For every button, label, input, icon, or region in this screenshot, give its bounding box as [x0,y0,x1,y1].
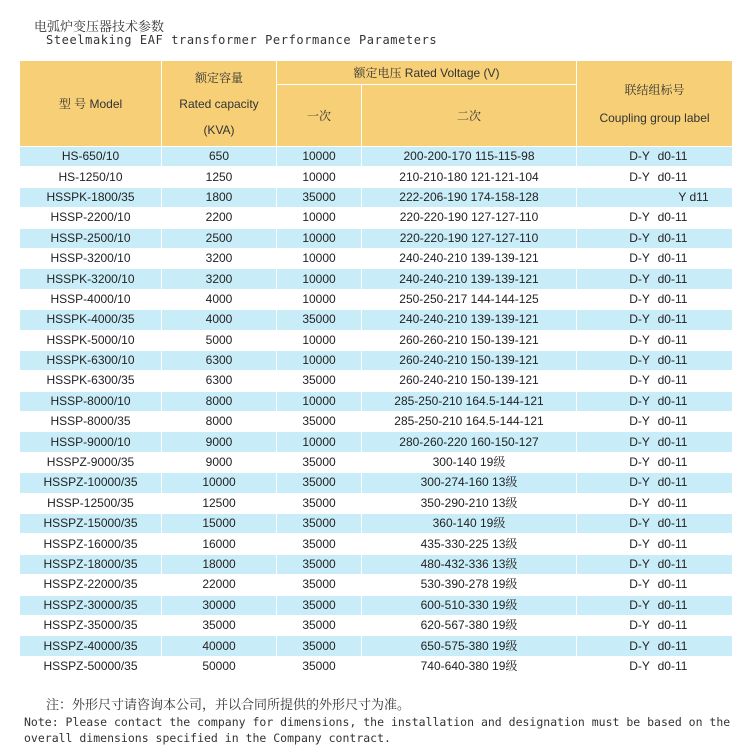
coupling-primary: D-Y [629,475,650,490]
header-coupling-cn: 联结组标号 [624,82,685,97]
header-capacity-cn: 额定容量 [194,70,243,85]
cell-model: HSSPZ-30000/35 [20,595,162,615]
coupling-secondary: Y d11 [678,189,709,204]
parameters-table [19,60,733,677]
coupling-primary: D-Y [629,332,650,347]
footnote-en: Note: Please contact the company for dimensions, the installation and designation must be based on the overall dimensions specified in the Company contract. [24,715,731,745]
cell-primary-voltage: 35000 [277,534,362,554]
cell-capacity: 30000 [162,595,277,615]
table-row [20,248,733,268]
cell-capacity: 2500 [162,228,277,248]
cell-model: HSSPZ-16000/35 [20,534,162,554]
cell-capacity: 2200 [162,208,277,228]
table-row [20,350,733,370]
coupling-secondary: d0-11 [657,638,688,653]
table-row [20,534,733,554]
cell-primary-voltage: 10000 [277,167,362,187]
table-row [20,493,733,513]
cell-capacity: 3200 [162,269,277,289]
table-row [20,636,733,656]
cell-coupling [577,228,733,248]
cell-secondary-voltage: 260-260-210 150-139-121 [362,330,577,350]
cell-coupling [577,473,733,493]
cell-model: HSSPZ-22000/35 [20,575,162,595]
cell-model: HSSPK-3200/10 [20,269,162,289]
cell-secondary-voltage: 740-640-380 19级 [362,656,577,676]
cell-secondary-voltage: 280-260-220 160-150-127 [362,432,577,452]
cell-model: HSSP-4000/10 [20,289,162,309]
cell-secondary-voltage: 210-210-180 121-121-104 [362,167,577,187]
cell-capacity: 9000 [162,432,277,452]
cell-capacity: 1800 [162,187,277,207]
table-row [20,575,733,595]
cell-secondary-voltage: 285-250-210 164.5-144-121 [362,412,577,432]
cell-secondary-voltage: 620-567-380 19级 [362,615,577,635]
coupling-secondary: d0-11 [657,495,688,510]
table-body [20,147,733,677]
cell-coupling [577,350,733,370]
cell-coupling [577,187,733,207]
cell-secondary-voltage: 240-240-210 139-139-121 [362,310,577,330]
cell-secondary-voltage: 350-290-210 13级 [362,493,577,513]
table-row [20,167,733,187]
cell-secondary-voltage: 260-240-210 150-139-121 [362,371,577,391]
cell-coupling [577,289,733,309]
table-row [20,595,733,615]
coupling-secondary: d0-11 [657,169,688,184]
coupling-secondary: d0-11 [657,251,688,266]
cell-secondary-voltage: 600-510-330 19级 [362,595,577,615]
cell-coupling [577,514,733,534]
coupling-primary: D-Y [629,557,650,571]
table-row [20,269,733,289]
cell-primary-voltage: 35000 [277,514,362,534]
cell-model: HSSPK-1800/35 [20,187,162,207]
cell-primary-voltage: 35000 [277,636,362,656]
cell-secondary-voltage: 260-240-210 150-139-121 [362,350,577,370]
cell-coupling [577,656,733,676]
cell-secondary-voltage: 222-206-190 174-158-128 [362,187,577,207]
cell-model: HSSPZ-18000/35 [20,554,162,574]
coupling-secondary: d0-11 [657,577,688,592]
cell-primary-voltage: 10000 [277,330,362,350]
cell-capacity: 650 [162,147,277,167]
coupling-primary: D-Y [629,577,650,592]
coupling-secondary: d0-11 [657,271,688,286]
coupling-primary: D-Y [629,251,650,266]
table-row [20,514,733,534]
cell-model: HSSP-2500/10 [20,228,162,248]
cell-coupling [577,412,733,432]
cell-coupling [577,310,733,330]
page-title-en: Steelmaking EAF transformer Performance Parameters [46,33,438,47]
cell-model: HSSP-8000/10 [20,391,162,411]
cell-model: HSSPZ-35000/35 [20,615,162,635]
coupling-primary: D-Y [629,597,650,612]
cell-primary-voltage: 35000 [277,554,362,574]
coupling-secondary: d0-11 [657,353,688,368]
coupling-secondary: d0-11 [657,149,688,164]
header-coupling [577,61,733,147]
header-model: 型 号 Model [20,61,162,147]
cell-coupling [577,371,733,391]
cell-coupling [577,534,733,554]
cell-model: HSSPZ-9000/35 [20,452,162,472]
cell-primary-voltage: 10000 [277,432,362,452]
coupling-primary: D-Y [629,414,650,429]
table-row [20,473,733,493]
cell-capacity: 6300 [162,350,277,370]
cell-model: HS-650/10 [20,147,162,167]
cell-model: HS-1250/10 [20,167,162,187]
coupling-secondary: d0-11 [657,393,688,408]
cell-model: HSSPZ-40000/35 [20,636,162,656]
cell-capacity: 8000 [162,391,277,411]
footnote-cn: 注：外形尺寸请咨询本公司，并以合同所提供的外形尺寸为准。 [46,698,411,713]
cell-primary-voltage: 35000 [277,310,362,330]
cell-model: HSSPK-6300/10 [20,350,162,370]
coupling-primary: D-Y [629,434,650,449]
cell-coupling [577,167,733,187]
cell-primary-voltage: 10000 [277,289,362,309]
cell-capacity: 5000 [162,330,277,350]
coupling-primary: D-Y [629,149,650,164]
coupling-primary: D-Y [629,210,650,225]
table-row [20,432,733,452]
coupling-secondary: d0-11 [657,557,688,571]
cell-model: HSSPZ-10000/35 [20,473,162,493]
header-voltage: 额定电压 Rated Voltage (V) [277,61,577,85]
cell-secondary-voltage: 285-250-210 164.5-144-121 [362,391,577,411]
cell-capacity: 10000 [162,473,277,493]
table-row [20,554,733,574]
table-row [20,187,733,207]
cell-capacity: 4000 [162,289,277,309]
table-row [20,412,733,432]
cell-primary-voltage: 35000 [277,473,362,493]
coupling-secondary: d0-11 [657,658,688,673]
coupling-primary: D-Y [629,169,650,184]
cell-capacity: 6300 [162,371,277,391]
cell-secondary-voltage: 240-240-210 139-139-121 [362,248,577,268]
coupling-primary: D-Y [629,353,650,368]
coupling-primary: D-Y [629,536,650,551]
cell-secondary-voltage: 360-140 19级 [362,514,577,534]
coupling-secondary: d0-11 [657,210,688,225]
table-row [20,452,733,472]
cell-primary-voltage: 10000 [277,269,362,289]
cell-capacity: 3200 [162,248,277,268]
coupling-primary: D-Y [629,495,650,510]
header-coupling-en: Coupling group label [599,110,710,125]
cell-primary-voltage: 10000 [277,248,362,268]
cell-model: HSSP-2200/10 [20,208,162,228]
coupling-secondary: d0-11 [657,475,688,490]
cell-primary-voltage: 35000 [277,452,362,472]
cell-coupling [577,575,733,595]
header-secondary: 二次 [362,85,577,147]
cell-primary-voltage: 35000 [277,371,362,391]
table-row [20,656,733,676]
cell-model: HSSPZ-15000/35 [20,514,162,534]
table-row [20,208,733,228]
coupling-secondary: d0-11 [657,516,688,531]
cell-capacity: 35000 [162,615,277,635]
cell-capacity: 16000 [162,534,277,554]
coupling-primary: D-Y [629,516,650,531]
cell-secondary-voltage: 480-432-336 13级 [362,554,577,574]
table-row [20,615,733,635]
cell-primary-voltage: 35000 [277,412,362,432]
table-row [20,147,733,167]
cell-coupling [577,636,733,656]
cell-primary-voltage: 10000 [277,147,362,167]
cell-coupling [577,208,733,228]
cell-secondary-voltage: 435-330-225 13级 [362,534,577,554]
header-primary: 一次 [277,85,362,147]
coupling-primary: D-Y [629,230,650,245]
coupling-secondary: d0-11 [657,618,688,633]
coupling-secondary: d0-11 [657,434,688,449]
cell-coupling [577,391,733,411]
cell-secondary-voltage: 530-390-278 19级 [362,575,577,595]
cell-model: HSSP-8000/35 [20,412,162,432]
coupling-primary: D-Y [629,271,650,286]
table-row [20,391,733,411]
cell-model: HSSP-9000/10 [20,432,162,452]
cell-secondary-voltage: 300-140 19级 [362,452,577,472]
cell-secondary-voltage: 200-200-170 115-115-98 [362,147,577,167]
coupling-primary: D-Y [629,455,650,470]
cell-secondary-voltage: 250-250-217 144-144-125 [362,289,577,309]
cell-capacity: 12500 [162,493,277,513]
cell-capacity: 15000 [162,514,277,534]
header-capacity [162,61,277,147]
cell-capacity: 4000 [162,310,277,330]
cell-primary-voltage: 10000 [277,208,362,228]
cell-secondary-voltage: 220-220-190 127-127-110 [362,228,577,248]
cell-model: HSSPK-6300/35 [20,371,162,391]
coupling-secondary: d0-11 [657,414,688,429]
coupling-secondary: d0-11 [657,373,688,388]
coupling-secondary: d0-11 [657,455,688,470]
coupling-primary: D-Y [629,638,650,653]
coupling-primary: D-Y [629,618,650,633]
cell-coupling [577,615,733,635]
cell-capacity: 22000 [162,575,277,595]
page-title-cn: 电弧炉变压器技术参数 [34,20,165,35]
coupling-secondary: d0-11 [657,312,688,327]
cell-primary-voltage: 10000 [277,391,362,411]
cell-capacity: 1250 [162,167,277,187]
cell-model: HSSP-3200/10 [20,248,162,268]
table-row [20,310,733,330]
coupling-primary: D-Y [629,658,650,673]
cell-primary-voltage: 35000 [277,493,362,513]
coupling-secondary: d0-11 [657,332,688,347]
cell-coupling [577,595,733,615]
cell-primary-voltage: 10000 [277,228,362,248]
cell-model: HSSP-12500/35 [20,493,162,513]
cell-coupling [577,432,733,452]
cell-coupling [577,269,733,289]
coupling-primary: D-Y [629,373,650,388]
header-capacity-unit: (KVA) [203,122,235,137]
cell-primary-voltage: 35000 [277,187,362,207]
table-row [20,289,733,309]
cell-primary-voltage: 35000 [277,656,362,676]
cell-primary-voltage: 35000 [277,615,362,635]
cell-coupling [577,330,733,350]
cell-coupling [577,493,733,513]
cell-secondary-voltage: 240-240-210 139-139-121 [362,269,577,289]
cell-capacity: 18000 [162,554,277,574]
cell-model: HSSPK-5000/10 [20,330,162,350]
table-row [20,371,733,391]
cell-secondary-voltage: 300-274-160 13级 [362,473,577,493]
cell-secondary-voltage: 650-575-380 19级 [362,636,577,656]
cell-capacity: 40000 [162,636,277,656]
cell-capacity: 9000 [162,452,277,472]
coupling-secondary: d0-11 [657,536,688,551]
cell-primary-voltage: 35000 [277,575,362,595]
cell-model: HSSPK-4000/35 [20,310,162,330]
coupling-secondary: d0-11 [657,230,688,245]
cell-primary-voltage: 10000 [277,350,362,370]
coupling-secondary: d0-11 [657,597,688,612]
cell-coupling [577,554,733,574]
coupling-primary: D-Y [629,312,650,327]
cell-capacity: 50000 [162,656,277,676]
cell-capacity: 8000 [162,412,277,432]
table-row [20,228,733,248]
coupling-primary: D-Y [629,393,650,408]
header-capacity-en: Rated capacity [179,96,259,111]
cell-coupling [577,248,733,268]
cell-secondary-voltage: 220-220-190 127-127-110 [362,208,577,228]
coupling-secondary: d0-11 [657,291,688,306]
cell-model: HSSPZ-50000/35 [20,656,162,676]
cell-primary-voltage: 35000 [277,595,362,615]
cell-coupling [577,452,733,472]
table-row [20,330,733,350]
coupling-primary: D-Y [629,291,650,306]
cell-coupling [577,147,733,167]
